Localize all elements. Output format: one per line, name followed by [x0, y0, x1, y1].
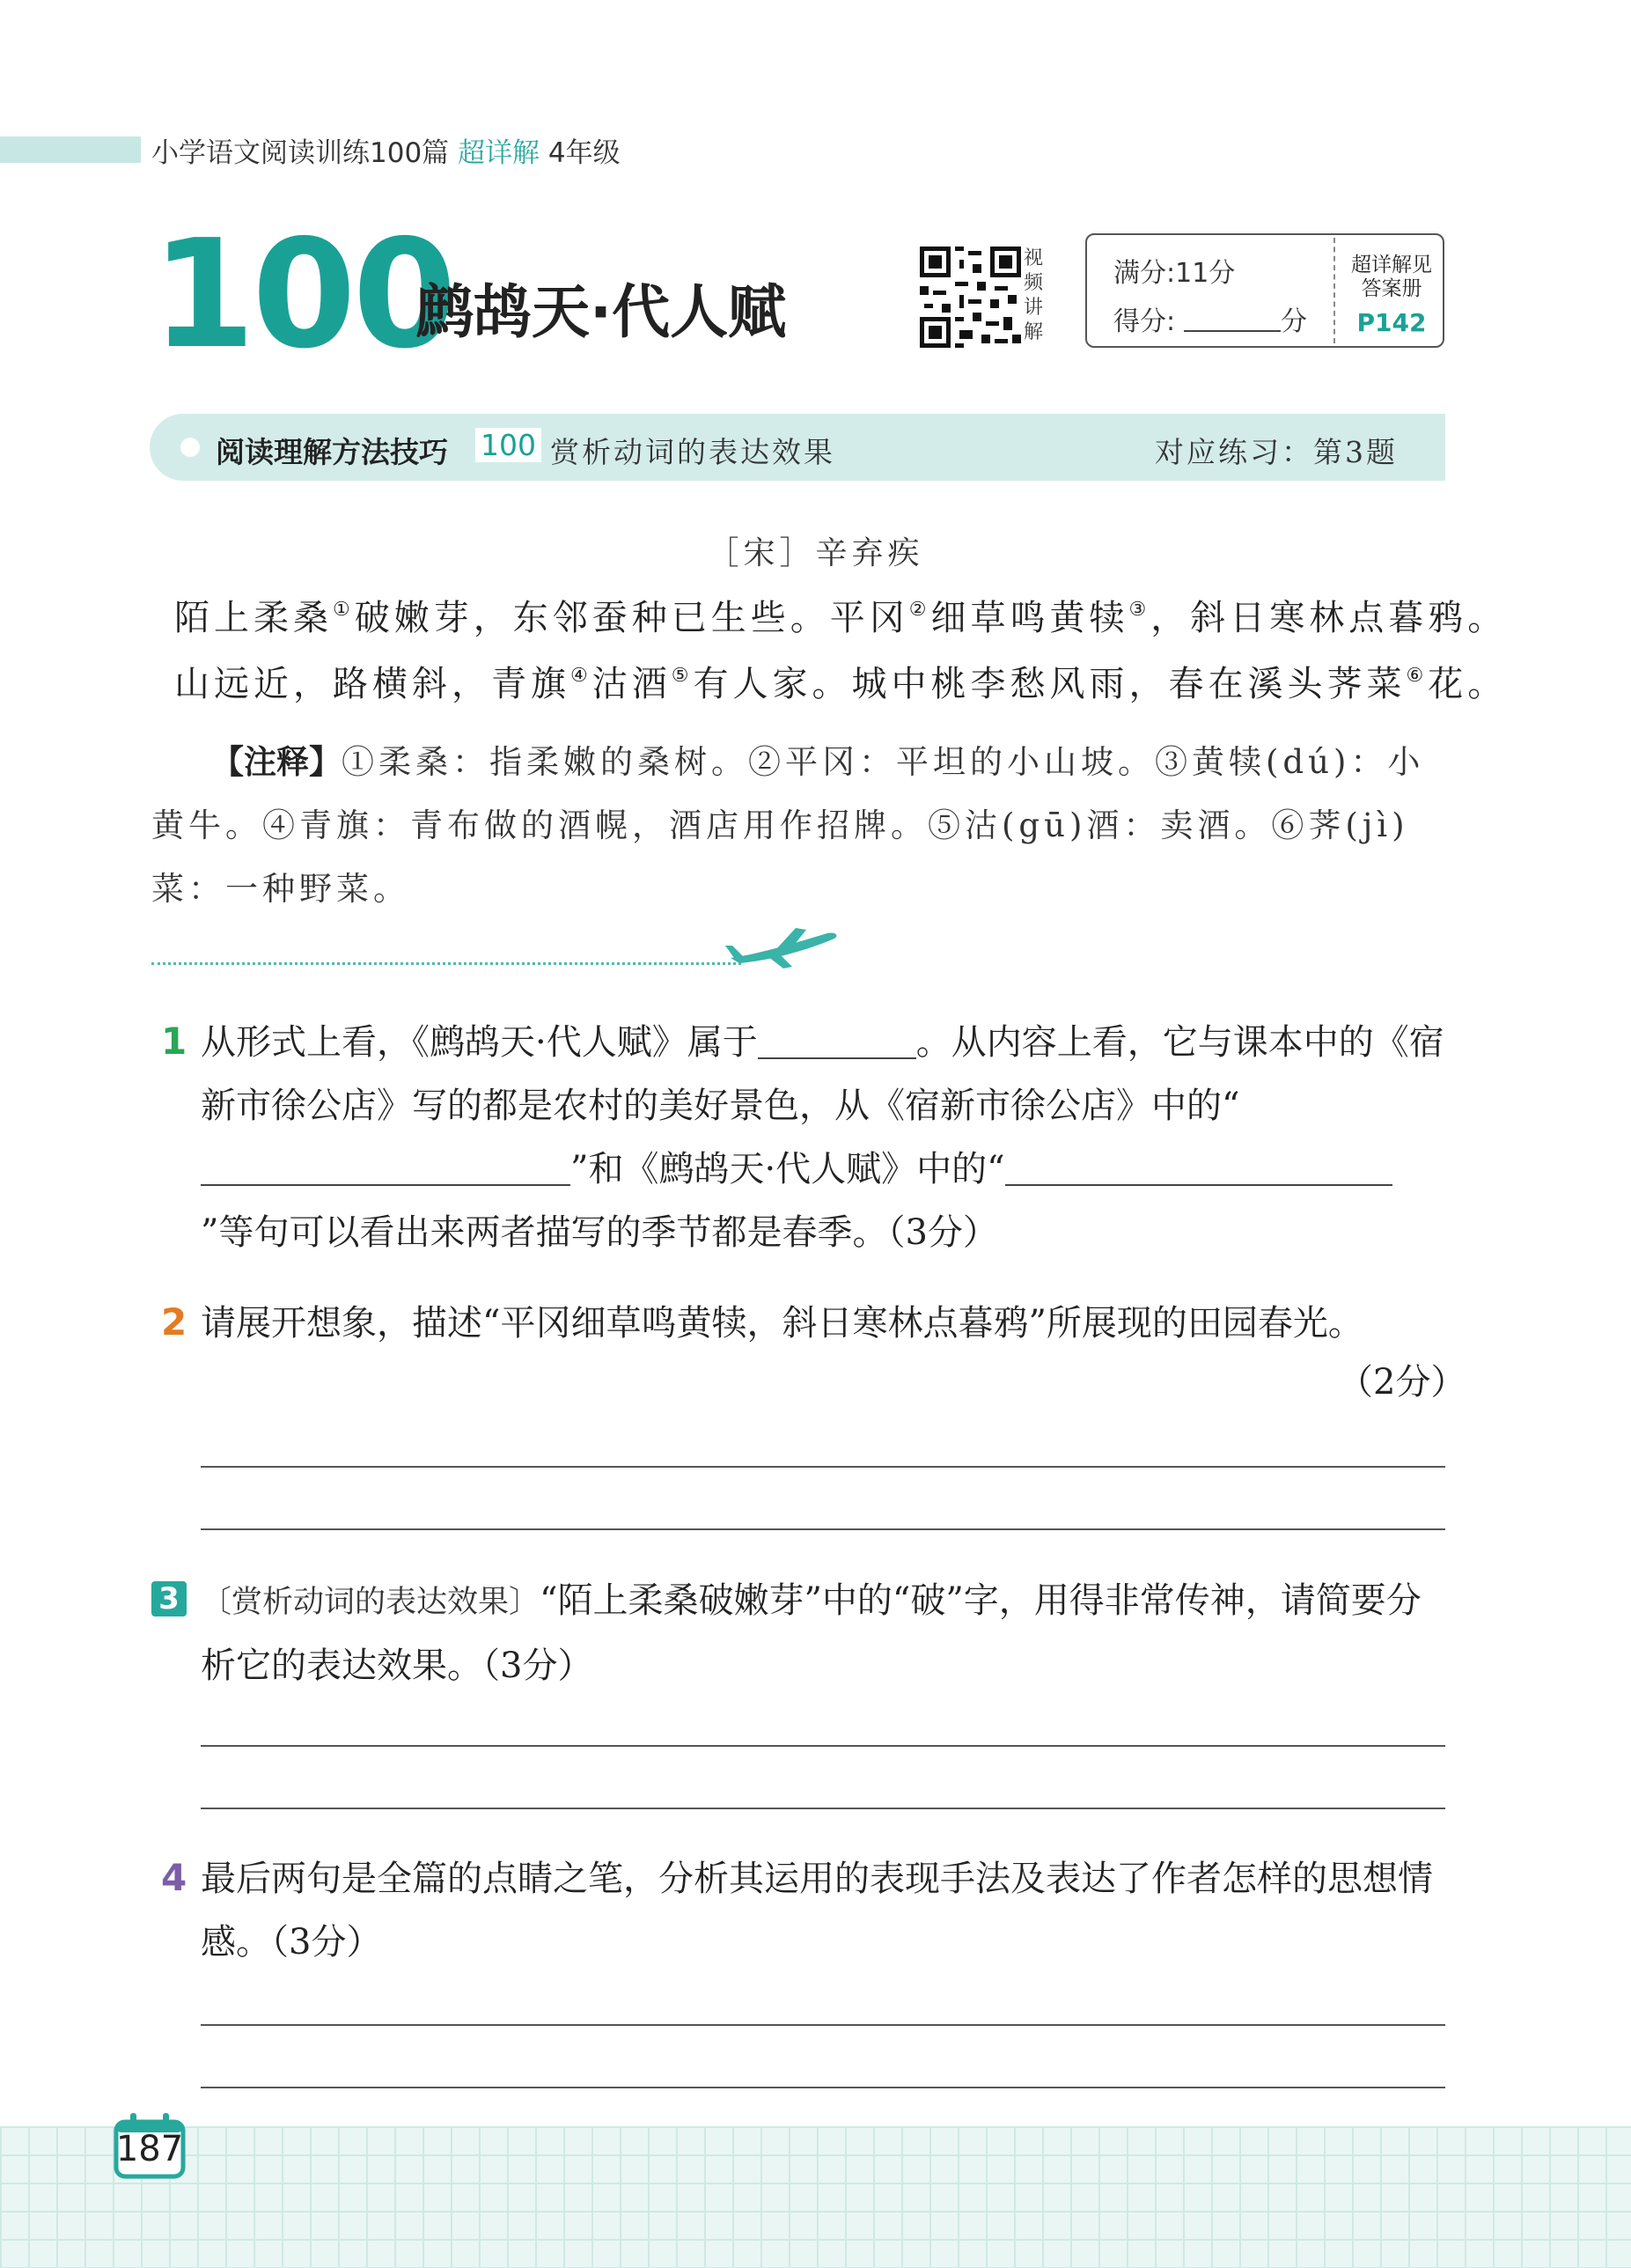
answer-line[interactable] — [201, 1528, 1445, 1530]
lesson-title: 鹧鸪天·代人赋 — [415, 278, 787, 346]
answer-line[interactable] — [201, 1808, 1445, 1809]
question-3-text: 〔赏析动词的表达效果〕“陌上柔桑破嫩芽”中的“破”字，用得非常传神，请简要分析它的表达效果。（3分） — [201, 1580, 1422, 1686]
notes-label: 【注释】 — [211, 743, 342, 781]
method-title: 阅读理解方法技巧 — [216, 435, 448, 469]
header-accent-bar — [0, 136, 141, 163]
poem-line-2: 山远近，路横斜，青旗④沽酒⑤有人家。城中桃李愁风雨，春在溪头荠菜⑥花。 — [174, 664, 1508, 704]
score-divider — [1333, 238, 1335, 343]
score-unit: 分 — [1281, 306, 1307, 337]
fill-blank[interactable] — [201, 1149, 421, 1186]
question-4-number: 4 — [161, 1856, 187, 1899]
answer-page: P142 — [1356, 308, 1427, 337]
poem-line-1: 陌上柔桑①破嫩芽，东邻蚕种已生些。平冈②细草鸣黄犊③，斜日寒林点暮鸦。 — [174, 598, 1508, 638]
answer-reference: 超详解见答案册 — [1351, 254, 1432, 300]
notes-text: ①柔桑：指柔嫩的桑树。②平冈：平坦的小山坡。③黄犊(dú)：小黄牛。④青旗：青布做的酒幌，酒店用作招牌。⑤沽(gū)酒：卖酒。⑥荠(jì)菜：一种野菜。 — [151, 743, 1425, 908]
fill-blank[interactable] — [421, 1149, 570, 1186]
score-label: 得分: — [1113, 306, 1176, 337]
answer-line[interactable] — [201, 1745, 1445, 1747]
method-number: 100 — [475, 428, 541, 462]
fill-blank[interactable] — [758, 1022, 916, 1059]
question-1-number: 1 — [161, 1020, 187, 1063]
bullet-dot-icon — [180, 438, 200, 457]
question-3-tag: 〔赏析动词的表达效果〕 — [201, 1585, 540, 1620]
footer-grid — [0, 2126, 1631, 2268]
book-series: 小学语文阅读训练100篇 — [151, 137, 450, 169]
answer-line[interactable] — [201, 2024, 1445, 2026]
lesson-number: 100 — [151, 208, 453, 382]
book-grade: 4年级 — [547, 137, 621, 169]
fill-blank[interactable] — [1005, 1149, 1392, 1186]
method-practice: 对应练习：第3题 — [1155, 435, 1398, 469]
question-2-text: 请展开想象，描述“平冈细草鸣黄犊，斜日寒林点暮鸦”所展现的田园春光。 — [201, 1303, 1363, 1344]
question-2-score: （2分） — [1338, 1362, 1466, 1403]
qr-label: 视频讲解 — [1024, 247, 1044, 343]
book-header — [151, 130, 621, 170]
question-2-number: 2 — [161, 1300, 187, 1344]
dotted-divider — [151, 962, 741, 965]
qr-code-icon[interactable] — [920, 247, 1021, 348]
method-topic: 赏析动词的表达效果 — [550, 435, 835, 469]
book-edition: 超详解 — [458, 137, 540, 169]
answer-line[interactable] — [201, 2087, 1445, 2088]
poem-author: ［宋］辛弃疾 — [707, 535, 924, 571]
answer-line[interactable] — [201, 1466, 1445, 1468]
full-score: 满分:11分 — [1113, 258, 1236, 289]
question-4-text: 最后两句是全篇的点睛之笔，分析其运用的表现手法及表达了作者怎样的思想情感。（3分） — [201, 1859, 1433, 1962]
poem-notes — [151, 731, 1445, 921]
question-1-text: 从形式上看，《鹧鸪天·代人赋》属于 。从内容上看，它与课本中的《宿新市徐公店》写的都是农村的美好景色，从《宿新市徐公店》中的“”和《鹧鸪天·代人赋》中的“”等句可以看出来两者描写的季节都是春季。（3分） — [201, 1022, 1444, 1253]
question-3-number: 3 — [151, 1581, 187, 1616]
airplane-icon — [722, 924, 841, 970]
page-number: 187 — [115, 2129, 184, 2169]
score-input-line[interactable] — [1184, 330, 1281, 332]
